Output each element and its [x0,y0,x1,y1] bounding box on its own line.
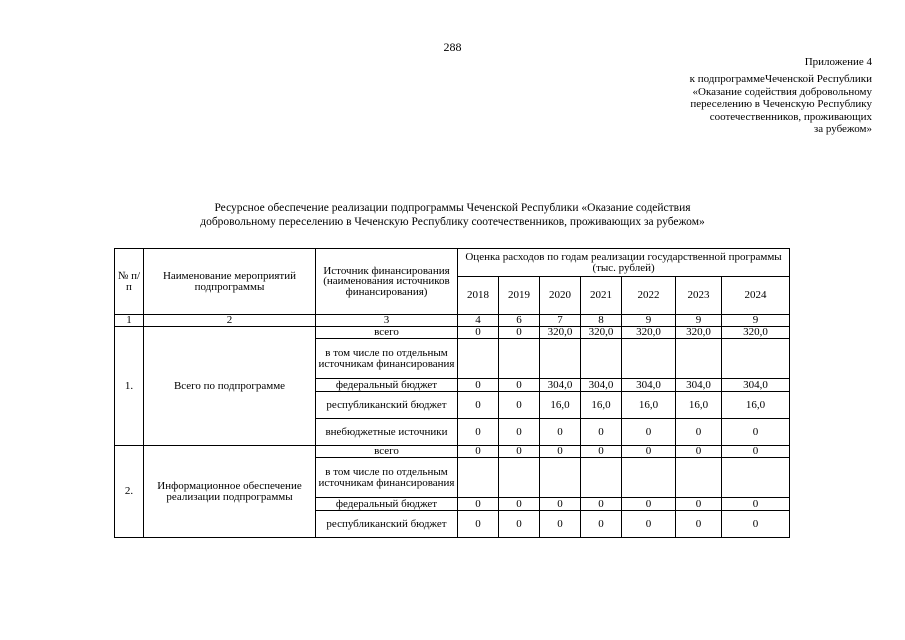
value-cell [622,339,676,379]
value-cell: 0 [499,419,540,446]
index-cell: 8 [581,315,622,327]
value-cell: 0 [458,392,499,419]
value-cell: 0 [622,446,676,458]
source-cell: федеральный бюджет [316,498,458,511]
value-cell: 304,0 [676,379,722,392]
value-cell: 0 [499,446,540,458]
header-year: 2021 [581,277,622,315]
value-cell: 320,0 [722,327,790,339]
value-cell: 0 [581,446,622,458]
value-cell: 0 [458,419,499,446]
value-cell [499,339,540,379]
value-cell [540,458,581,498]
value-cell [676,458,722,498]
row-name: Всего по подпрограмме [144,327,316,446]
subtitle-line: соотечественников, проживающих [709,110,872,123]
subtitle-line: к подпрограммеЧеченской Республики [689,73,872,85]
value-cell [581,339,622,379]
value-cell: 0 [499,327,540,339]
value-cell [458,339,499,379]
index-cell: 9 [676,315,722,327]
value-cell: 0 [458,498,499,511]
value-cell: 304,0 [722,379,790,392]
source-cell: внебюджетные источники [316,419,458,446]
source-cell: федеральный бюджет [316,379,458,392]
value-cell: 0 [499,392,540,419]
appendix-subtitle [612,73,872,136]
value-cell [676,339,722,379]
value-cell: 0 [458,379,499,392]
header-num: № п/п [115,249,144,315]
header-row [115,249,790,277]
title-line: Ресурсное обеспечение реализации подпрограммы Чеченской Республики «Оказание содействия [214,202,691,214]
subtitle-line: переселению в Чеченскую Республику [690,98,872,110]
value-cell: 304,0 [622,379,676,392]
value-cell: 0 [540,419,581,446]
value-cell: 0 [540,498,581,511]
value-cell: 0 [499,511,540,538]
value-cell: 304,0 [540,379,581,392]
index-cell: 9 [622,315,676,327]
source-cell: республиканский бюджет [316,392,458,419]
header-years-group: Оценка расходов по годам реализации государственной программы (тыс. рублей) [458,249,790,277]
value-cell: 0 [540,511,581,538]
value-cell: 0 [722,511,790,538]
value-cell: 0 [622,419,676,446]
value-cell: 0 [722,419,790,446]
value-cell: 16,0 [581,392,622,419]
index-cell: 1 [115,315,144,327]
page-number: 288 [443,40,462,54]
value-cell: 0 [458,327,499,339]
value-cell: 320,0 [540,327,581,339]
value-cell: 16,0 [540,392,581,419]
value-cell [722,339,790,379]
value-cell: 0 [540,446,581,458]
appendix-label: Приложение 4 [804,56,872,68]
index-cell: 3 [316,315,458,327]
index-cell: 7 [540,315,581,327]
index-cell: 4 [458,315,499,327]
value-cell: 0 [499,498,540,511]
source-cell: всего [316,327,458,339]
index-cell: 6 [499,315,540,327]
value-cell: 0 [622,511,676,538]
value-cell: 0 [499,379,540,392]
source-cell: республиканский бюджет [316,511,458,538]
index-cell: 9 [722,315,790,327]
value-cell: 16,0 [722,392,790,419]
row-num: 1. [115,327,144,446]
header-year: 2022 [622,277,676,315]
value-cell [499,458,540,498]
value-cell: 320,0 [581,327,622,339]
value-cell [458,458,499,498]
value-cell: 0 [622,498,676,511]
value-cell: 0 [581,419,622,446]
value-cell [622,458,676,498]
value-cell [722,458,790,498]
value-cell: 0 [581,511,622,538]
document-title [0,201,905,229]
header-source: Источник финансирования (наименования источников финансирования) [316,249,458,315]
table-row [115,327,790,339]
value-cell: 320,0 [676,327,722,339]
resource-table [114,248,790,538]
value-cell: 320,0 [622,327,676,339]
value-cell: 0 [676,511,722,538]
index-row [115,315,790,327]
index-cell: 2 [144,315,316,327]
title-line: добровольному переселению в Чеченскую Республику соотечественников, проживающих за рубежом» [200,216,705,228]
value-cell: 0 [722,498,790,511]
row-num: 2. [115,446,144,538]
value-cell: 304,0 [581,379,622,392]
value-cell: 0 [722,446,790,458]
row-name: Информационное обеспечение реализации подпрограммы [144,446,316,538]
table-row [115,446,790,458]
value-cell: 16,0 [622,392,676,419]
header-year: 2018 [458,277,499,315]
header-year: 2020 [540,277,581,315]
value-cell: 0 [581,498,622,511]
header-year: 2019 [499,277,540,315]
subtitle-line: за рубежом» [813,123,872,135]
value-cell: 0 [676,419,722,446]
value-cell: 0 [676,446,722,458]
source-cell: всего [316,446,458,458]
header-year: 2023 [676,277,722,315]
source-cell: в том числе по отдельным источникам финансирования [316,458,458,498]
value-cell: 0 [458,446,499,458]
value-cell: 0 [676,498,722,511]
header-name: Наименование мероприятий подпрограммы [144,249,316,315]
subtitle-line: «Оказание содействия добровольному [692,85,872,98]
value-cell [540,339,581,379]
header-year: 2024 [722,277,790,315]
value-cell: 0 [458,511,499,538]
value-cell: 16,0 [676,392,722,419]
value-cell [581,458,622,498]
source-cell: в том числе по отдельным источникам финансирования [316,339,458,379]
